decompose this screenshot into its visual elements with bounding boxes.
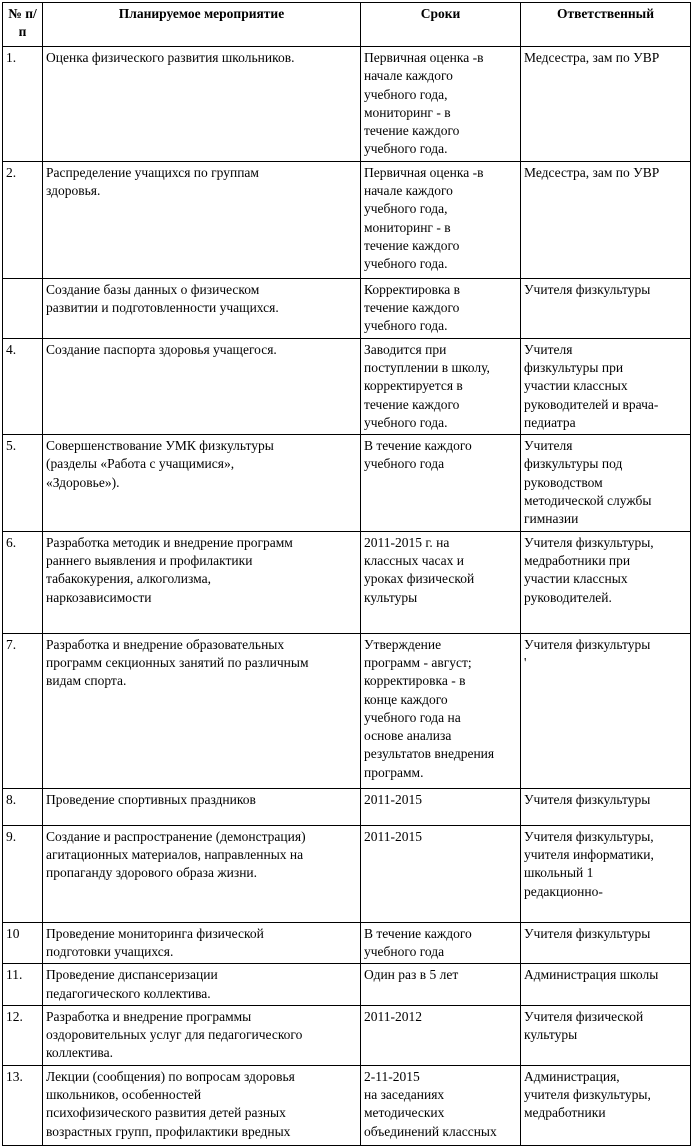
responsible-cell-text: Администрация, учителя физкультуры, медработники (524, 1068, 651, 1121)
row-number (3, 435, 43, 531)
event-cell (43, 338, 361, 434)
row-number (3, 825, 43, 922)
header-number: № п/п (3, 3, 43, 47)
period-cell-text: 2011-2015 г. на классных часах и уроках физической культуры (364, 534, 475, 605)
table-row (3, 338, 691, 434)
table-row (3, 1065, 691, 1145)
responsible-cell (521, 338, 691, 434)
event-cell-text: Оценка физического развития школьников. (46, 50, 295, 65)
row-number (3, 47, 43, 162)
responsible-cell (521, 1005, 691, 1065)
event-cell (43, 435, 361, 531)
row-number (3, 278, 43, 338)
responsible-cell (521, 435, 691, 531)
responsible-cell-text: Учителя физической культуры (524, 1008, 644, 1043)
period-cell (361, 435, 521, 531)
responsible-cell (521, 633, 691, 788)
responsible-cell-text: Учителя физкультуры, медработники при участии классных руководителей. (524, 534, 654, 605)
row-number (3, 338, 43, 434)
row-number-text: 8. (6, 791, 17, 807)
event-cell-text: Разработка методик и внедрение программ раннего выявления и профилактики табакокурения, алкоголизма, наркозависимости (46, 534, 293, 605)
row-number-text: 4. (6, 341, 17, 357)
row-number (3, 1065, 43, 1145)
plan-table (2, 2, 691, 1146)
responsible-cell (521, 788, 691, 825)
event-cell-text: Совершенствование УМК физкультуры (разделы «Работа с учащимися», «Здоровье»). (46, 438, 274, 490)
row-number (3, 922, 43, 964)
event-cell-text: Создание и распространение (демонстрация) агитационных материалов, направленных на пропаганду здорового образа жизни. (46, 828, 306, 881)
period-cell (361, 825, 521, 922)
period-cell-text: 2011-2015 (364, 791, 422, 807)
table-row (3, 161, 691, 278)
row-number (3, 1005, 43, 1065)
period-cell (361, 278, 521, 338)
row-number-text: 2. (6, 164, 17, 180)
period-cell (361, 788, 521, 825)
responsible-cell (521, 1065, 691, 1145)
event-cell-text: Разработка и внедрение образовательных программ секционных занятий по различным видам спорта. (46, 636, 309, 689)
row-number-text: 1. (6, 50, 17, 65)
event-cell-text: Проведение спортивных праздников (46, 791, 256, 807)
table-row (3, 964, 691, 1006)
period-cell-text: Первичная оценка -в начале каждого учебного года, мониторинг - в течение каждого учебного года. (364, 50, 484, 157)
responsible-cell (521, 278, 691, 338)
responsible-cell-text: Учителя физкультуры (524, 281, 651, 297)
header-period: Сроки (361, 3, 521, 47)
event-cell (43, 788, 361, 825)
table-row (3, 922, 691, 964)
row-number-text: 9. (6, 828, 17, 844)
row-number (3, 161, 43, 278)
header-event: Планируемое мероприятие (43, 3, 361, 47)
event-cell (43, 1065, 361, 1145)
period-cell (361, 161, 521, 278)
period-cell-text: Первичная оценка -в начале каждого учебного года, мониторинг - в течение каждого учебного года. (364, 164, 484, 272)
period-cell-text: Утверждение программ - август; корректировка - в конце каждого учебного года на основе анализа результатов внедрения программ. (364, 636, 495, 780)
table-row (3, 47, 691, 162)
document-page (2, 2, 692, 1146)
row-number-text: 12. (6, 1008, 23, 1024)
period-cell-text: В течение каждого учебного года (364, 925, 472, 959)
responsible-cell (521, 825, 691, 922)
event-cell (43, 633, 361, 788)
period-cell (361, 1005, 521, 1065)
period-cell-text: Корректировка в течение каждого учебного года. (364, 281, 461, 334)
period-cell (361, 922, 521, 964)
period-cell-text: 2011-2015 (364, 828, 422, 844)
header-row (3, 3, 691, 47)
responsible-cell (521, 922, 691, 964)
row-number (3, 633, 43, 788)
event-cell-text: Создание базы данных о физическом развитии и подготовленности учащихся. (46, 281, 279, 316)
row-number-text: 10 (6, 925, 20, 941)
table-row (3, 825, 691, 922)
table-row (3, 788, 691, 825)
responsible-cell (521, 161, 691, 278)
period-cell (361, 633, 521, 788)
event-cell-text: Распределение учащихся по группам здоровья. (46, 164, 259, 199)
row-number-text: 13. (6, 1068, 23, 1084)
event-cell (43, 278, 361, 338)
row-number-text: 11. (6, 967, 23, 983)
table-row (3, 531, 691, 633)
responsible-cell-text: Учителя физкультуры ' (524, 636, 651, 670)
responsible-cell-text: Учителя физкультуры под руководством методической службы гимназии (524, 438, 652, 527)
event-cell-text: Лекции (сообщения) по вопросам здоровья школьников, особенностей психофизического развития детей разных возрастных групп, профилактики вредных (46, 1068, 295, 1139)
responsible-cell-text: Учителя физкультуры (524, 925, 651, 941)
period-cell (361, 1065, 521, 1145)
event-cell (43, 964, 361, 1006)
header-responsible: Ответственный (521, 3, 691, 47)
responsible-cell-text: Учителя физкультуры, учителя информатики, школьный 1 редакционно- (524, 828, 654, 899)
table-row (3, 1005, 691, 1065)
event-cell-text: Создание паспорта здоровья учащегося. (46, 341, 277, 357)
table-row (3, 633, 691, 788)
responsible-cell (521, 531, 691, 633)
responsible-cell (521, 964, 691, 1006)
event-cell (43, 825, 361, 922)
row-number-text: 7. (6, 636, 17, 652)
period-cell-text: Заводится при поступлении в школу, корректируется в течение каждого учебного года. (364, 341, 490, 430)
period-cell (361, 47, 521, 162)
event-cell (43, 47, 361, 162)
row-number (3, 531, 43, 633)
responsible-cell-text: Учителя физкультуры при участии классных руководителей и врача- педиатра (524, 341, 659, 430)
responsible-cell-text: Учителя физкультуры (524, 791, 651, 807)
row-number (3, 788, 43, 825)
table-row (3, 278, 691, 338)
event-cell-text: Проведение мониторинга физической подготовки учащихся. (46, 925, 264, 959)
event-cell-text: Проведение диспансеризации педагогического коллектива. (46, 967, 218, 1001)
row-number (3, 964, 43, 1006)
event-cell (43, 922, 361, 964)
responsible-cell-text: Администрация школы (524, 967, 659, 983)
period-cell-text: 2-11-2015 на заседаниях методических объединений классных (364, 1068, 497, 1139)
responsible-cell-text: Медсестра, зам по УВР (524, 50, 660, 65)
responsible-cell (521, 47, 691, 162)
event-cell (43, 531, 361, 633)
period-cell (361, 531, 521, 633)
row-number-text: 6. (6, 534, 17, 550)
table-row (3, 435, 691, 531)
period-cell (361, 338, 521, 434)
event-cell (43, 1005, 361, 1065)
responsible-cell-text: Медсестра, зам по УВР (524, 164, 660, 180)
event-cell (43, 161, 361, 278)
event-cell-text: Разработка и внедрение программы оздоровительных услуг для педагогического коллектива. (46, 1008, 303, 1061)
period-cell (361, 964, 521, 1006)
row-number-text: 5. (6, 438, 17, 454)
period-cell-text: В течение каждого учебного года (364, 438, 472, 472)
period-cell-text: 2011-2012 (364, 1008, 422, 1024)
period-cell-text: Один раз в 5 лет (364, 967, 459, 983)
